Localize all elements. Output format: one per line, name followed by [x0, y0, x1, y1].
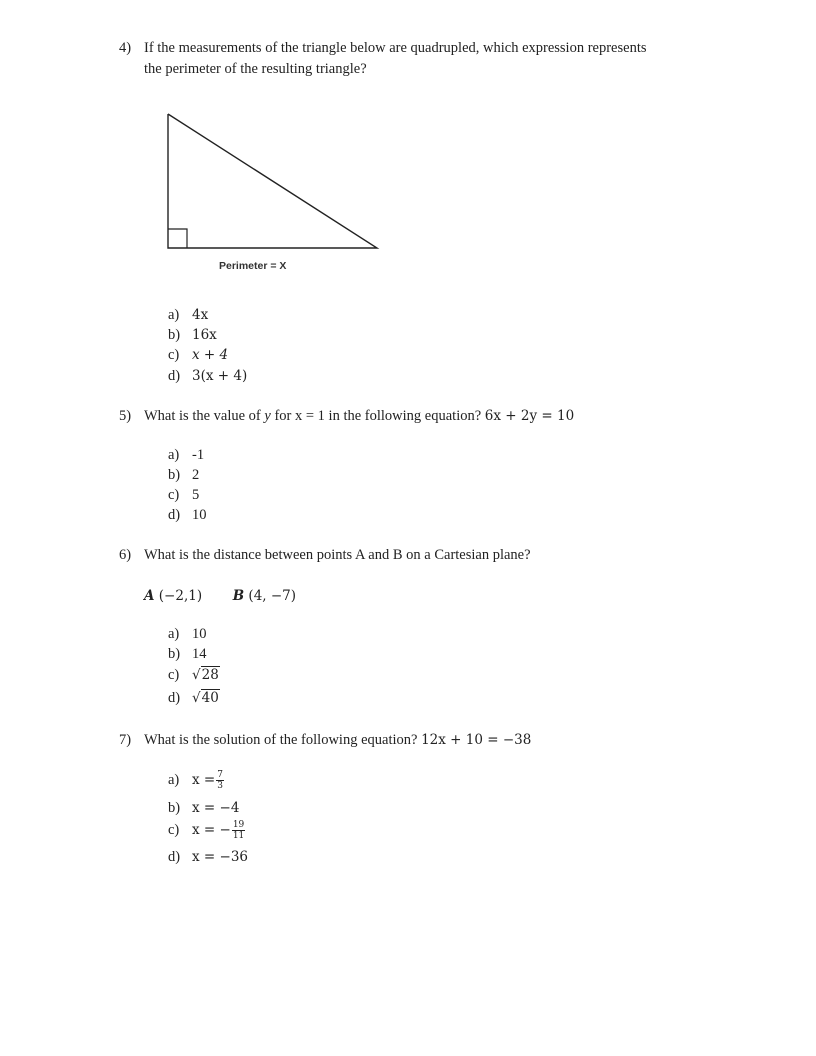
- q5-line: [119, 408, 574, 425]
- option-text: x = −36: [192, 849, 248, 865]
- denominator: 11: [232, 831, 245, 841]
- numerator: 19: [232, 820, 245, 830]
- q4-text-line1: If the measurements of the triangle below are quadrupled, which expression represents: [144, 40, 647, 56]
- option-text: 5: [192, 487, 200, 503]
- option-text: 3(x + 4): [192, 368, 248, 384]
- q7-line: [119, 732, 531, 749]
- right-angle-marker: [168, 229, 187, 248]
- q6-line: [119, 547, 531, 564]
- q6-option-c[interactable]: [168, 667, 220, 684]
- point-b-label: B: [232, 588, 245, 604]
- option-text: 10: [192, 626, 207, 642]
- option-label: b): [168, 800, 181, 816]
- denominator: 3: [217, 781, 223, 791]
- q6-number: 6): [119, 547, 132, 563]
- option-label: a): [168, 771, 180, 788]
- right-triangle-figure: [160, 108, 390, 258]
- option-text: 14: [192, 646, 207, 662]
- option-text: 10: [192, 507, 207, 523]
- q6-points: [144, 588, 296, 604]
- option-text: -1: [192, 447, 205, 463]
- option-text: x = −4: [192, 800, 240, 816]
- q4-text-line2: the perimeter of the resulting triangle?: [144, 61, 367, 77]
- q7-option-d[interactable]: [168, 849, 248, 866]
- option-text: 2: [192, 467, 200, 483]
- q4-number: 4): [119, 40, 132, 56]
- radicand: 28: [201, 667, 219, 683]
- q7-equation: 12x + 10 = −38: [421, 732, 532, 748]
- option-label: c): [168, 821, 180, 838]
- option-label: d): [168, 507, 181, 523]
- option-text: 4x: [192, 307, 209, 323]
- q4-option-c[interactable]: [168, 347, 228, 364]
- q7-option-c[interactable]: [168, 820, 245, 841]
- option-label: a): [168, 307, 180, 323]
- q6-option-d[interactable]: [168, 690, 220, 707]
- q6-text: What is the distance between points A and B on a Cartesian plane?: [144, 547, 531, 563]
- numerator: 7: [217, 770, 223, 780]
- option-label: d): [168, 690, 181, 706]
- q5-option-a[interactable]: [168, 447, 204, 464]
- option-label: a): [168, 447, 180, 463]
- q6-option-b[interactable]: [168, 646, 207, 663]
- q7-number: 7): [119, 732, 132, 748]
- q5-number: 5): [119, 408, 132, 424]
- option-label: b): [168, 327, 181, 343]
- q4-option-b[interactable]: [168, 327, 217, 344]
- radicand: 40: [201, 690, 219, 706]
- point-a-label: A: [144, 588, 155, 604]
- q7-option-b[interactable]: [168, 800, 239, 817]
- q5-var: y: [264, 408, 271, 424]
- sqrt-symbol: √28: [192, 667, 219, 683]
- option-label: b): [168, 467, 181, 483]
- q5-option-c[interactable]: [168, 487, 199, 504]
- option-label: b): [168, 646, 181, 662]
- option-lhs: x = −: [192, 821, 231, 838]
- option-text: x + 4: [192, 347, 229, 363]
- option-label: d): [168, 849, 181, 865]
- point-b-coords: (4, −7): [248, 588, 297, 604]
- triangle-caption: Perimeter = X: [219, 260, 287, 272]
- q4-option-d[interactable]: [168, 368, 247, 385]
- option-label: c): [168, 347, 180, 363]
- q6-option-a[interactable]: [168, 626, 207, 643]
- q5-mid: for x = 1 in the following equation?: [274, 408, 482, 424]
- option-label: c): [168, 667, 180, 683]
- q4-option-a[interactable]: [168, 307, 208, 324]
- triangle-outline: [168, 114, 377, 248]
- fraction: [216, 770, 224, 791]
- option-text: 16x: [192, 327, 217, 343]
- q7-option-a[interactable]: [168, 770, 224, 791]
- q4-line1: [119, 40, 647, 57]
- q5-equation: 6x + 2y = 10: [484, 408, 575, 424]
- q5-option-d[interactable]: [168, 507, 207, 524]
- q5-option-b[interactable]: [168, 467, 199, 484]
- q5-prefix: What is the value of: [144, 408, 261, 424]
- q7-text: What is the solution of the following equation?: [144, 732, 418, 748]
- option-lhs: x =: [192, 771, 216, 788]
- option-label: a): [168, 626, 180, 642]
- point-a-coords: (−2,1): [158, 588, 203, 604]
- option-label: d): [168, 368, 181, 384]
- fraction: [232, 820, 245, 841]
- option-label: c): [168, 487, 180, 503]
- sqrt-symbol: √40: [192, 690, 219, 706]
